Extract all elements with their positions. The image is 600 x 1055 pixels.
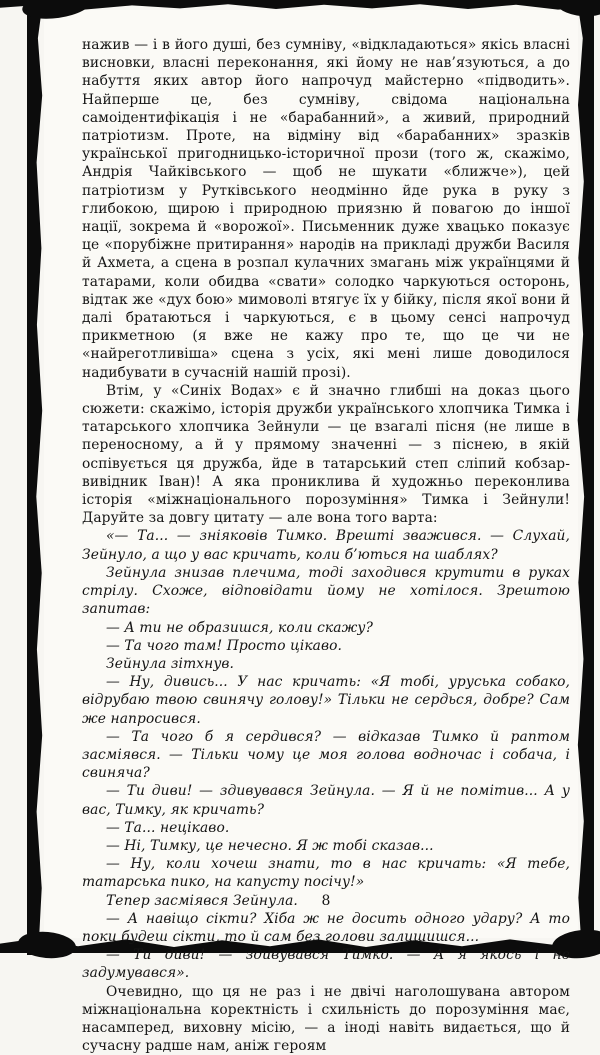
paragraph-14: Тепер засміявся Зейнула. (106, 892, 298, 909)
paragraph-5: — А ти не образишся, коли скажу? (106, 619, 373, 636)
scan-border-left (27, 0, 43, 955)
paragraph-2: Втім, у «Синіх Водах» є й значно глибші на доказ цього сюжети: скажімо, історія дружби українського хлопчика Тимка і татарського хлопчика Зейнули — це взагалі пісня (не лише в переносному, а й у прямому значенні — з піснею, в якій оспівується ця дружба, йде в татарський степ сліпий кобзар-вивідник Іван)! А яка прониклива й художньо переконлива історія «міжнаціонального порозуміння» Тимка і Зейнули! Даруйте за довгу цитату — але вона того варта: (82, 382, 570, 527)
paragraph-1: нажив — і в його душі, без сумніву, «відкладаються» якісь власні висновки, власні переконання, які йому не нав’язуються, а до набуття яких автор його напрочуд майстерно «підводить». Найперше це, без сумніву, свідома національна самоідентифікація і не «барабанний», а живий, природний патріотизм. Проте, на відміну від «барабанних» зразків української пригодницько-історичної прози (того ж, скажімо, Андрія Чайківського — щоб не шукати «ближче»), цей патріотизм у Рутківського неодмінно йде рука в руку з глибокою, щирою і природною приязню й повагою до іншої нації, зокрема й «ворожої». Письменник дуже хвацько показує це «порубіжне притирання» народів на прикладі дружби Василя й Ахмета, а сцена в розпал кулачних змагань між українцями й татарами, коли обидва «свати» солодко чаркуються осторонь, відтак же «дух бою» мимоволі втягує їх у бійку, після якої вони й далі братаються і чаркуються, є в цьому сенсі напрочуд прикметною (я вже не кажу про те, що це чи не «найреготливіша» сцена з усіх, які мені лише доводилося надибувати в сучасній нашій прозі). (82, 37, 570, 381)
paragraph-4: Зейнула знизав плечима, тоді заходився крутити в руках стрілу. Схоже, відповідати йому не хотілося. Зрештою запитав: (82, 564, 570, 618)
paragraph-6: — Та чого там! Просто цікаво. (106, 637, 343, 654)
scan-border-right (577, 0, 594, 955)
paragraph-12: — Ні, Тимку, це нечесно. Я ж тобі сказав... (106, 837, 434, 854)
paragraph-9: — Та чого б я сердився? — відказав Тимко й раптом засміявся. — Тільки чому це моя голова водночас і собача, і свиняча? (82, 728, 570, 782)
paragraph-7: Зейнула зітхнув. (106, 655, 235, 672)
paragraph-8: — Ну, дивись... У нас кричать: «Я тобі, уруська собако, відрубаю твою свинячу голову!» Тільки не сердься, добре? Сам же напросився. (82, 674, 570, 727)
paragraph-10: — Ти диви! — здивувався Зейнула. — Я й не помітив... А у вас, Тимку, як кричать? (82, 783, 570, 818)
page-number: 8 (321, 893, 331, 909)
paragraph-17: Очевидно, що ця не раз і не двічі наголошувана автором міжнаціональна коректність і схильність до порозуміння має, насамперед, виховну місію, — а іноді навіть видається, що й сучасну радше нам, аніж героям (82, 983, 570, 1055)
paragraph-11: — Та... нецікаво. (106, 819, 230, 836)
paragraph-3: «— Та... — зніяковів Тимко. Врешті зважився. — Слухай, Зейнуло, а що у вас кричать, коли б’ються на шаблях? (82, 528, 570, 563)
paragraph-15: — А навіщо сікти? Хіба ж не досить одного удару? А то поки будеш сікти, то й сам без голови залишишся... (82, 910, 570, 945)
paragraph-13: — Ну, коли хочеш знати, то в нас кричать: «Я тебе, татарська пико, на капусту посічу!» (82, 856, 570, 891)
paragraph-16: — Ти диви! — здивувався Тимко. — А я якось і не задумувався». (82, 947, 570, 982)
